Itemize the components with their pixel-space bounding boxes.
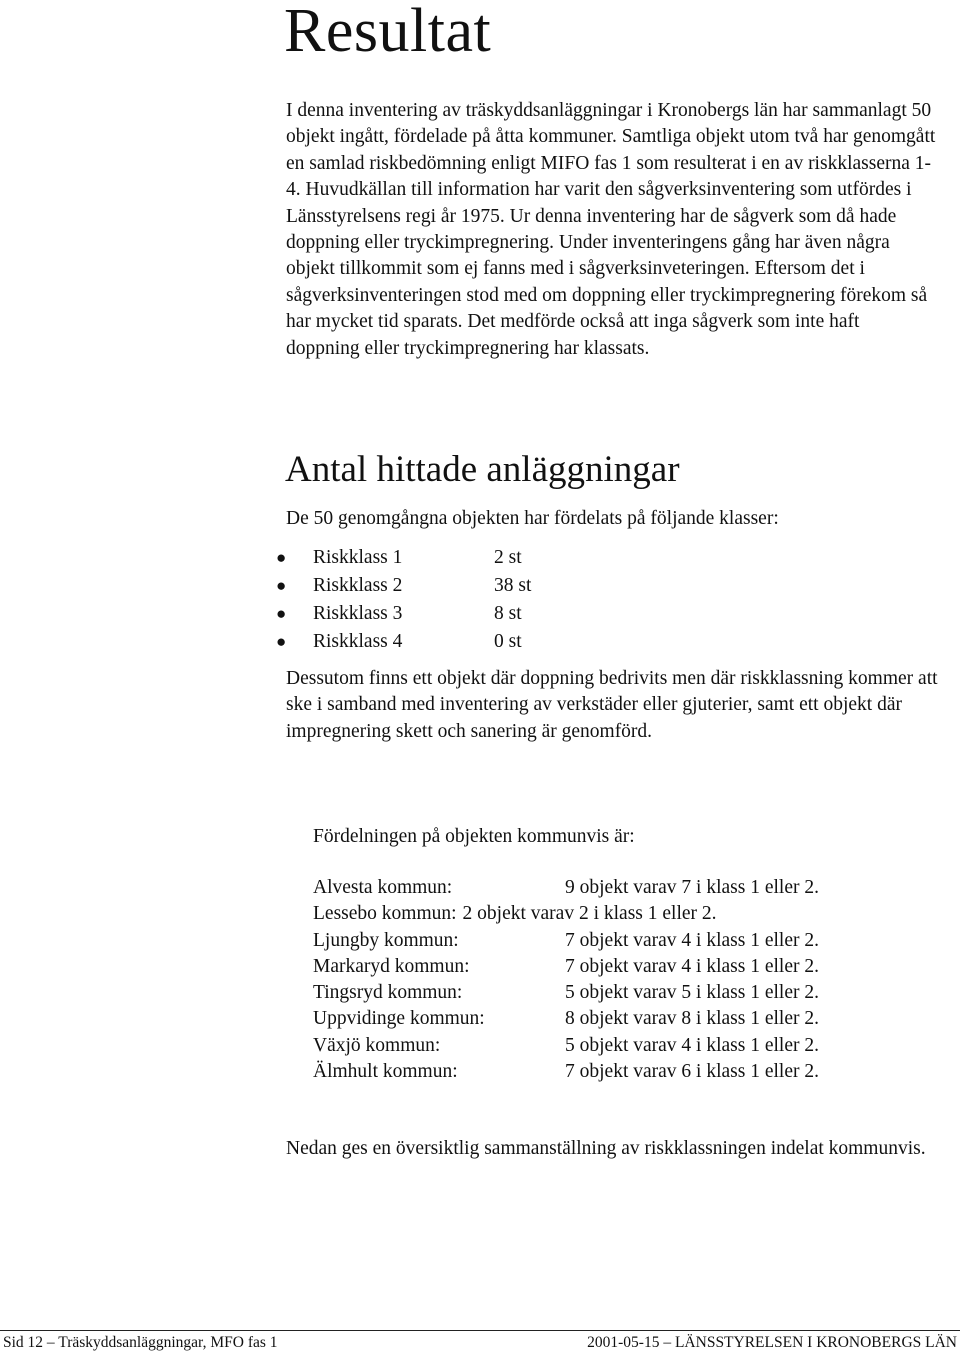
municipality-desc: 2 objekt varav 2 i klass 1 eller 2. — [462, 903, 717, 925]
municipality-name: Markaryd kommun: — [313, 955, 470, 977]
municipality-name: Uppvidinge kommun: — [313, 1008, 485, 1030]
municipality-row — [313, 928, 819, 954]
risk-class-count: 0 st — [494, 631, 522, 652]
municipality-desc: 7 objekt varav 6 i klass 1 eller 2. — [565, 1061, 819, 1083]
summary-paragraph: Nedan ges en översiktlig sammanställning av riskklassningen indelat kommunvis. — [286, 1138, 926, 1159]
municipality-row — [313, 875, 819, 901]
risk-class-count: 8 st — [494, 603, 522, 624]
risk-class-label: Riskklass 2 — [313, 575, 403, 596]
municipality-row — [313, 980, 819, 1006]
risk-class-count: 2 st — [494, 547, 522, 568]
municipal-intro: Fördelningen på objekten kommunvis är: — [313, 826, 635, 847]
municipality-row — [313, 1059, 819, 1085]
municipality-desc: 8 objekt varav 8 i klass 1 eller 2. — [565, 1008, 819, 1030]
municipality-name: Lessebo kommun: — [313, 903, 457, 925]
risk-intro: De 50 genomgångna objekten har fördelats på följande klasser: — [286, 508, 779, 529]
bullet-icon: ● — [276, 632, 287, 651]
municipality-name: Tingsryd kommun: — [313, 982, 463, 1004]
page-title: Resultat — [284, 0, 492, 65]
risk-class-label: Riskklass 1 — [313, 547, 403, 568]
municipality-desc: 5 objekt varav 5 i klass 1 eller 2. — [565, 982, 819, 1004]
section-heading: Antal hittade anläggningar — [285, 449, 680, 490]
municipality-row — [313, 954, 819, 980]
bullet-icon: ● — [276, 548, 287, 567]
footer-left: Sid 12 – Träskyddsanläggningar, MFO fas 1 — [3, 1334, 278, 1351]
extra-paragraph: Dessutom finns ett objekt där doppning bedrivits men där riskklassning kommer att ske i samband med inventering av verkstäder eller gjuterier, samt ett objekt där impregnering skett och sanering är genomförd. — [286, 668, 938, 742]
municipality-desc: 7 objekt varav 4 i klass 1 eller 2. — [565, 955, 819, 977]
intro-paragraph: I denna inventering av träskyddsanläggningar i Kronobergs län har sammanlagt 50 objekt ingått, fördelade på åtta kommuner. Samtliga objekt utom två har genomgått en samlad riskbedömning enligt MIFO fas 1 som resulterat i en av riskklasserna 1-4. Huvudkällan till information har varit den sågverksinventering som utfördes i Länsstyrelsens regi år 1975. Ur denna inventering har de sågverk som då hade doppning eller tryckimpregnering. Under inventeringens gång har även några objekt tillkommit som ej fanns med i sågverksinveteringen. Eftersom det i sågverksinventeringen stod med om doppning eller tryckimpregnering förekom så har mycket tid sparats. Det medförde också att inga sågverk som inte haft doppning eller tryckimpregnering har klassats. — [286, 100, 936, 359]
municipality-desc: 5 objekt varav 4 i klass 1 eller 2. — [565, 1034, 819, 1056]
municipality-name: Växjö kommun: — [313, 1034, 441, 1056]
municipality-desc: 9 objekt varav 7 i klass 1 eller 2. — [565, 877, 819, 898]
municipality-name: Ljungby kommun: — [313, 929, 459, 951]
risk-class-label: Riskklass 4 — [313, 631, 403, 652]
risk-class-count: 38 st — [494, 575, 532, 596]
municipality-row — [313, 1006, 819, 1032]
municipality-list — [313, 875, 819, 1085]
municipality-desc: 7 objekt varav 4 i klass 1 eller 2. — [565, 929, 819, 951]
municipality-name: Älmhult kommun: — [313, 1061, 458, 1083]
municipality-name: Alvesta kommun: — [313, 877, 453, 898]
bullet-icon: ● — [276, 576, 287, 595]
footer-divider — [0, 1330, 960, 1331]
municipality-row — [313, 901, 717, 927]
bullet-icon: ● — [276, 604, 287, 623]
risk-class-label: Riskklass 3 — [313, 603, 403, 624]
footer-right: 2001-05-15 – LÄNSSTYRELSEN I KRONOBERGS LÄN — [587, 1334, 957, 1351]
municipality-row — [313, 1033, 819, 1059]
